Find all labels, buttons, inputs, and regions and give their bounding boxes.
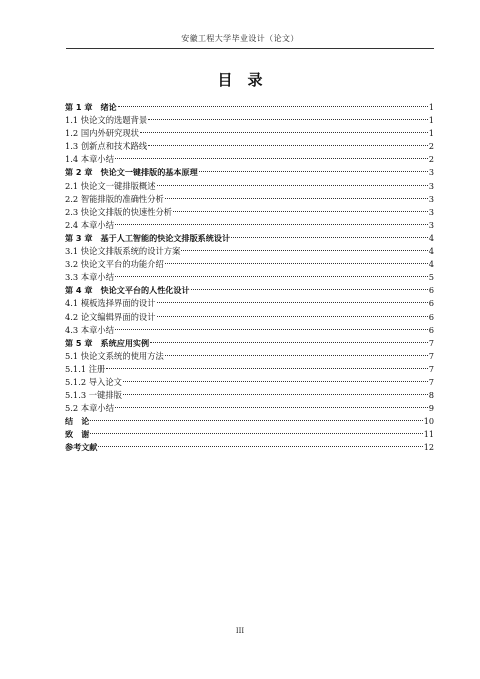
toc-entry-page: 6 [428,285,434,296]
toc-entry-page: 2 [428,141,434,152]
toc-section-entry[interactable] [65,267,434,283]
toc-section-entry[interactable] [65,149,434,165]
toc-dot-leader [148,136,428,149]
toc-entry-page: 7 [428,363,434,374]
toc-chapter-entry[interactable] [65,280,434,296]
toc-entry-label: 5.1 快论文系统的使用方法 [65,350,164,361]
toc-dot-leader [123,372,428,385]
toc-chapter-entry[interactable] [65,424,434,440]
toc-entry-page: 8 [428,390,434,401]
toc-dot-leader [157,176,428,189]
toc-entry-page: 3 [428,219,434,230]
toc-entry-label: 1.2 国内外研究现状 [65,128,139,139]
toc-dot-leader [90,411,422,424]
toc-dot-leader [148,110,428,123]
toc-entry-page: 4 [428,232,434,243]
toc-dot-leader [157,307,428,320]
toc-entry-label: 结 论 [65,416,90,427]
toc-entry-page: 2 [428,154,434,165]
toc-entry-page: 6 [428,311,434,322]
toc-chapter-entry[interactable] [65,437,434,453]
toc-section-entry[interactable] [65,215,434,228]
toc-dot-leader [106,359,427,372]
toc-entry-page: 7 [428,350,434,361]
toc-chapter-entry[interactable] [65,333,434,346]
toc-entry-label: 5.1.1 注册 [65,363,106,374]
toc-entry-label: 3.1 快论文排版系统的设计方案 [65,246,181,257]
toc-entry-label: 3.3 本章小结 [65,272,115,283]
toc-entry-label: 5.2 本章小结 [65,403,115,414]
toc-entry-page: 4 [428,259,434,270]
toc-dot-leader [231,228,428,241]
toc-entry-label: 1.4 本章小结 [65,154,115,165]
toc-dot-leader [157,293,428,306]
toc-entry-page: 3 [428,167,434,178]
toc-section-entry[interactable] [65,359,434,372]
toc-chapter-entry[interactable] [65,411,434,427]
toc-entry-label: 2.4 本章小结 [65,219,115,230]
toc-entry-label: 第 2 章 快论文一键排版的基本原理 [65,167,198,178]
toc-entry-label: 致 谢 [65,429,90,440]
toc-dot-leader [173,202,428,215]
toc-chapter-entry[interactable] [65,97,434,110]
toc-entry-label: 2.1 快论文一键排版概述 [65,180,156,191]
toc-dot-leader [199,162,428,175]
toc-entry-page: 9 [428,403,434,414]
toc-dot-leader [191,280,428,293]
toc-dot-leader [90,424,422,437]
toc-entry-label: 4.3 本章小结 [65,324,115,335]
toc-entry-label: 第 4 章 快论文平台的人性化设计 [65,285,190,296]
toc-entry-page: 7 [428,376,434,387]
toc-dot-leader [165,189,428,202]
toc-title: 目 录 [217,71,263,89]
toc-entry-label: 3.2 快论文平台的功能介绍 [65,259,164,270]
toc-entry-label: 2.3 快论文排版的快速性分析 [65,206,173,217]
toc-chapter-entry[interactable] [65,228,434,241]
toc-dot-leader [115,398,428,411]
toc-entry-page: 10 [423,416,434,427]
toc-entry-label: 4.1 模板选择界面的设计 [65,298,156,309]
toc-dot-leader [115,267,428,280]
toc-entry-label: 参考文献 [65,442,98,453]
toc-entry-page: 3 [428,193,434,204]
toc-dot-leader [98,437,422,450]
toc-entry-label: 1.3 创新点和技术路线 [65,141,148,152]
toc-section-entry[interactable] [65,110,434,126]
toc-dot-leader [165,254,428,267]
toc-section-entry[interactable] [65,320,434,333]
toc-entry-page: 12 [423,442,434,453]
toc-dot-leader [165,346,428,359]
toc-entry-label: 1.1 快论文的选题背景 [65,115,148,126]
toc-entry-page: 6 [428,298,434,309]
toc-chapter-entry[interactable] [65,162,434,178]
toc-entry-page: 1 [428,115,434,126]
toc-entry-label: 5.1.3 一键排版 [65,390,122,401]
toc-dot-leader [115,320,428,333]
toc-dot-leader [150,333,428,346]
toc-entry-page: 3 [428,180,434,191]
header-rule [66,48,434,49]
toc-dot-leader [181,241,427,254]
toc-entry-page: 5 [428,272,434,283]
toc-section-entry[interactable] [65,398,434,414]
toc-section-entry[interactable] [65,372,434,385]
toc-dot-leader [115,149,428,162]
toc-entry-label: 2.2 智能排版的准确性分析 [65,193,164,204]
toc-entry-label: 第 1 章 绪论 [65,102,117,112]
toc-entry-label: 4.2 论文编辑界面的设计 [65,311,156,322]
toc-entry-label: 第 3 章 基于人工智能的快论文排版系统设计 [65,232,231,243]
toc-entry-label: 第 5 章 系统应用实例 [65,337,150,348]
toc-entry-label: 5.1.2 导入论文 [65,376,122,387]
toc-entry-page: 7 [428,337,434,348]
toc-entry-page: 1 [428,102,434,112]
toc-entry-page: 4 [428,246,434,257]
page-number: III [235,627,245,635]
toc-entry-page: 11 [423,429,434,440]
toc-dot-leader [123,385,428,398]
toc-dot-leader [115,215,428,228]
running-header: 安徽工程大学毕业设计（论文） [181,34,299,43]
toc-dot-leader [140,123,428,136]
toc-entry-page: 6 [428,324,434,335]
table-of-contents [65,97,434,451]
toc-entry-page: 1 [428,128,434,139]
toc-dot-leader [118,97,428,110]
toc-entry-page: 3 [428,206,434,217]
